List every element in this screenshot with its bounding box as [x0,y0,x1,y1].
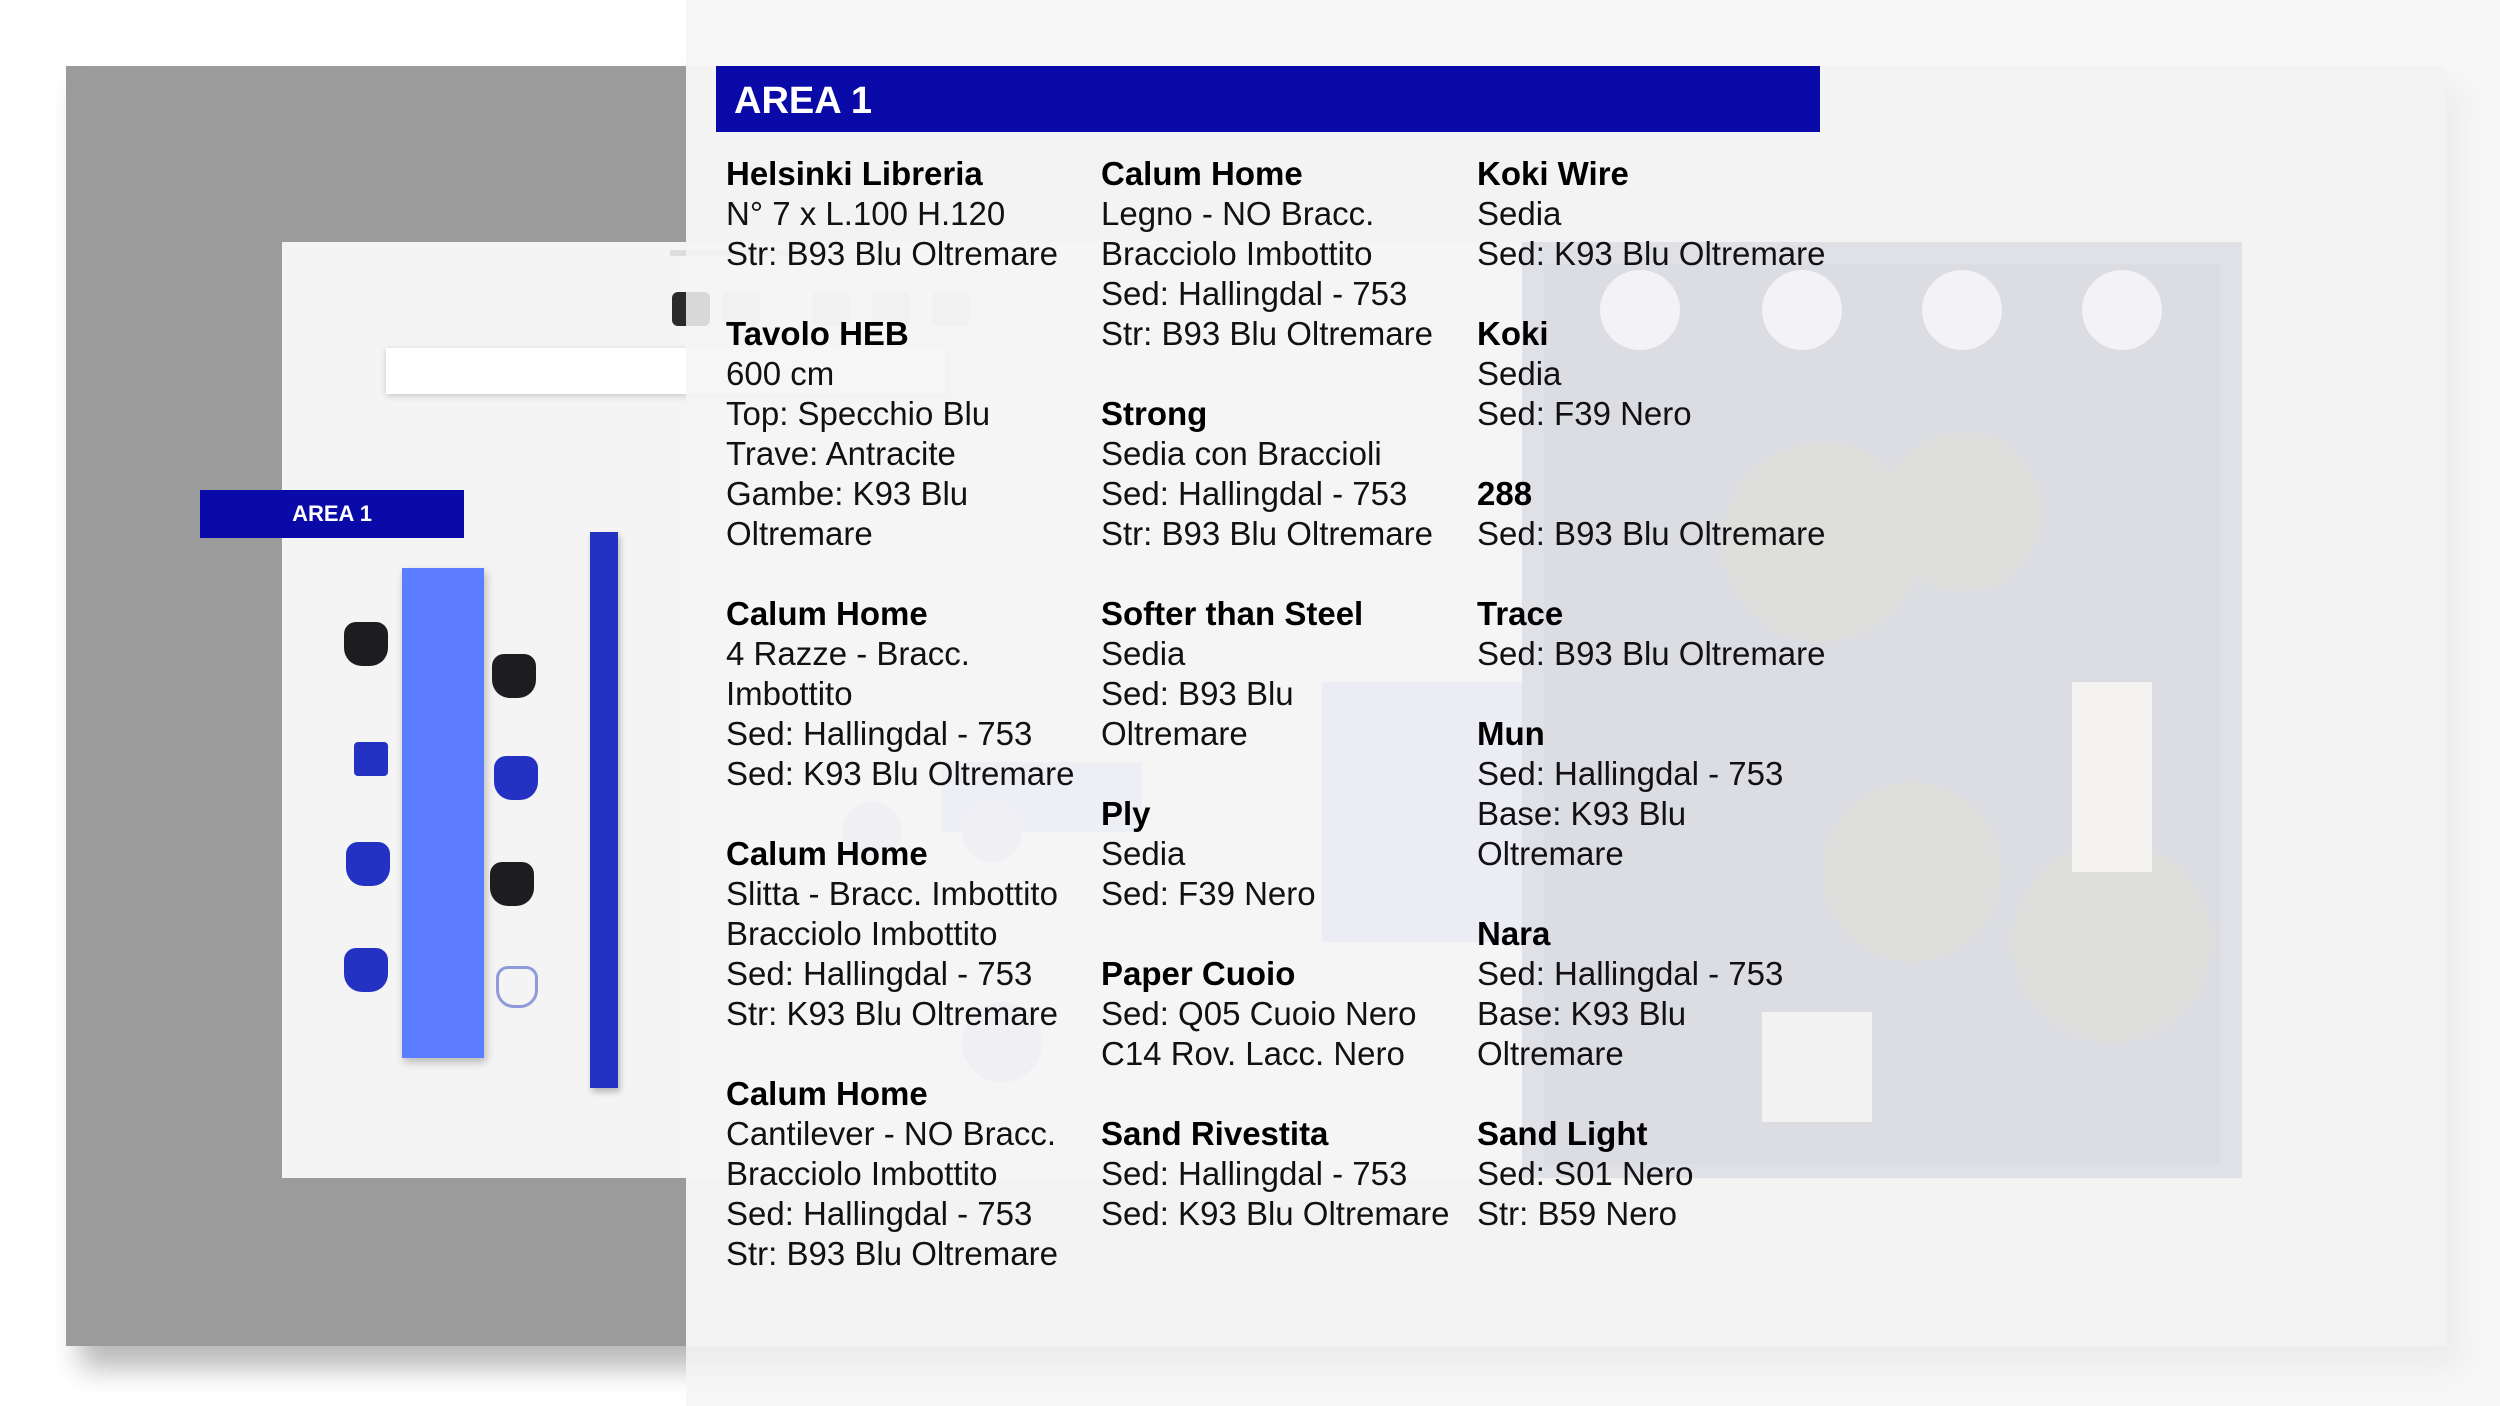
product-title: Calum Home [726,1075,928,1112]
product-title: Calum Home [1101,155,1303,192]
product-title: Koki [1477,315,1549,352]
product-spec-line: Sed: S01 Nero [1477,1155,1694,1192]
product-spec-line: Sedia [1101,635,1186,672]
product-entry [1101,594,1481,754]
product-spec-line: Bracciolo Imbottito [726,1155,998,1192]
product-entry [726,834,1106,1034]
product-spec-line: Sed: K93 Blu Oltremare [726,755,1075,792]
product-spec-line: Cantilever - NO Bracc. [726,1115,1057,1152]
product-spec-line: Sed: B93 Blu Oltremare [1477,635,1826,672]
chair-black [344,622,388,666]
product-title: Calum Home [726,595,928,632]
tavolo-heb [402,568,484,1058]
product-spec-line: Sed: B93 Blu [1101,675,1294,712]
product-spec-line: Trave: Antracite [726,435,956,472]
product-spec-line: 4 Razze - Bracc. [726,635,970,672]
product-entry [1477,314,1857,434]
product-entry [1101,154,1481,354]
product-entry [1101,1114,1481,1234]
product-spec-line: Sed: Hallingdal - 753 [726,955,1033,992]
chair-blue [344,948,388,992]
product-spec-line: Sedia con Braccioli [1101,435,1382,472]
product-spec-line: Base: K93 Blu [1477,795,1687,832]
product-spec-line: Bracciolo Imbottito [1101,235,1373,272]
product-title: Calum Home [726,835,928,872]
product-spec-line: Sed: K93 Blu Oltremare [1101,1195,1450,1232]
product-entry [1477,154,1857,274]
product-spec-line: Str: B93 Blu Oltremare [1101,515,1433,552]
product-entry [1477,1114,1857,1234]
product-spec-line: Legno - NO Bracc. [1101,195,1375,232]
chair-blue [354,742,388,776]
spec-column-1 [726,154,1106,1314]
product-title: Tavolo HEB [726,315,909,352]
helsinki-libreria [590,532,618,1088]
product-spec-line: Sed: Hallingdal - 753 [1101,1155,1408,1192]
product-spec-line: Sed: Hallingdal - 753 [1477,755,1784,792]
product-title: 288 [1477,475,1533,512]
chair-black [492,654,536,698]
product-title: Helsinki Libreria [726,155,983,192]
product-entry [1477,594,1857,674]
product-spec-line: Oltremare [1101,715,1248,752]
product-title: Sand Rivestita [1101,1115,1329,1152]
product-title: Ply [1101,795,1151,832]
product-entry [1477,914,1857,1074]
product-spec-line: Base: K93 Blu [1477,995,1687,1032]
product-title: Nara [1477,915,1551,952]
chair-black [490,862,534,906]
floorplan-area-label: AREA 1 [200,490,464,538]
product-spec-line: Sed: B93 Blu Oltremare [1477,515,1826,552]
product-title: Sand Light [1477,1115,1648,1152]
product-entry [726,1074,1106,1274]
spec-column-2 [1101,154,1481,1274]
area-banner [716,66,1820,132]
product-spec-line: Oltremare [1477,835,1624,872]
product-title: Mun [1477,715,1545,752]
product-spec-line: Bracciolo Imbottito [726,915,998,952]
product-entry [1101,954,1481,1074]
chair-wire [496,966,538,1008]
product-spec-line: C14 Rov. Lacc. Nero [1101,1035,1405,1072]
product-entry [726,314,1106,554]
product-spec-line: Oltremare [1477,1035,1624,1072]
product-spec-line: Str: B93 Blu Oltremare [726,235,1058,272]
product-spec-line: Gambe: K93 Blu [726,475,969,512]
product-spec-line: Sed: Q05 Cuoio Nero [1101,995,1417,1032]
product-spec-line: Sedia [1477,195,1562,232]
product-spec-line: Sed: Hallingdal - 753 [726,715,1033,752]
product-spec-line: Str: B59 Nero [1477,1195,1677,1232]
product-spec-line: Slitta - Bracc. Imbottito [726,875,1058,912]
product-spec-line: Sedia [1101,835,1186,872]
product-entry [1477,714,1857,874]
product-title: Paper Cuoio [1101,955,1296,992]
product-spec-line: 600 cm [726,355,835,392]
product-title: Softer than Steel [1101,595,1364,632]
product-spec-line: Oltremare [726,515,873,552]
product-entry [1101,794,1481,914]
area-title: AREA 1 [734,80,872,122]
product-spec-line: Sed: Hallingdal - 753 [1477,955,1784,992]
product-title: Koki Wire [1477,155,1629,192]
product-spec-line: Sed: F39 Nero [1477,395,1692,432]
product-entry [1101,394,1481,554]
product-title: Strong [1101,395,1208,432]
product-entry [726,154,1106,274]
chair-blue [346,842,390,886]
product-spec-line: Str: K93 Blu Oltremare [726,995,1058,1032]
product-spec-line: Sed: F39 Nero [1101,875,1316,912]
product-spec-line: N° 7 x L.100 H.120 [726,195,1006,232]
product-spec-line: Str: B93 Blu Oltremare [1101,315,1433,352]
product-entry [726,594,1106,794]
product-spec-line: Imbottito [726,675,853,712]
product-spec-line: Sed: K93 Blu Oltremare [1477,235,1826,272]
product-spec-line: Sedia [1477,355,1562,392]
product-title: Trace [1477,595,1564,632]
chair-blue [494,756,538,800]
product-spec-line: Str: B93 Blu Oltremare [726,1235,1058,1272]
product-spec-line: Sed: Hallingdal - 753 [1101,475,1408,512]
product-spec-line: Top: Specchio Blu [726,395,991,432]
product-spec-line: Sed: Hallingdal - 753 [1101,275,1408,312]
spec-column-3 [1477,154,1857,1274]
product-entry [1477,474,1857,554]
product-spec-line: Sed: Hallingdal - 753 [726,1195,1033,1232]
